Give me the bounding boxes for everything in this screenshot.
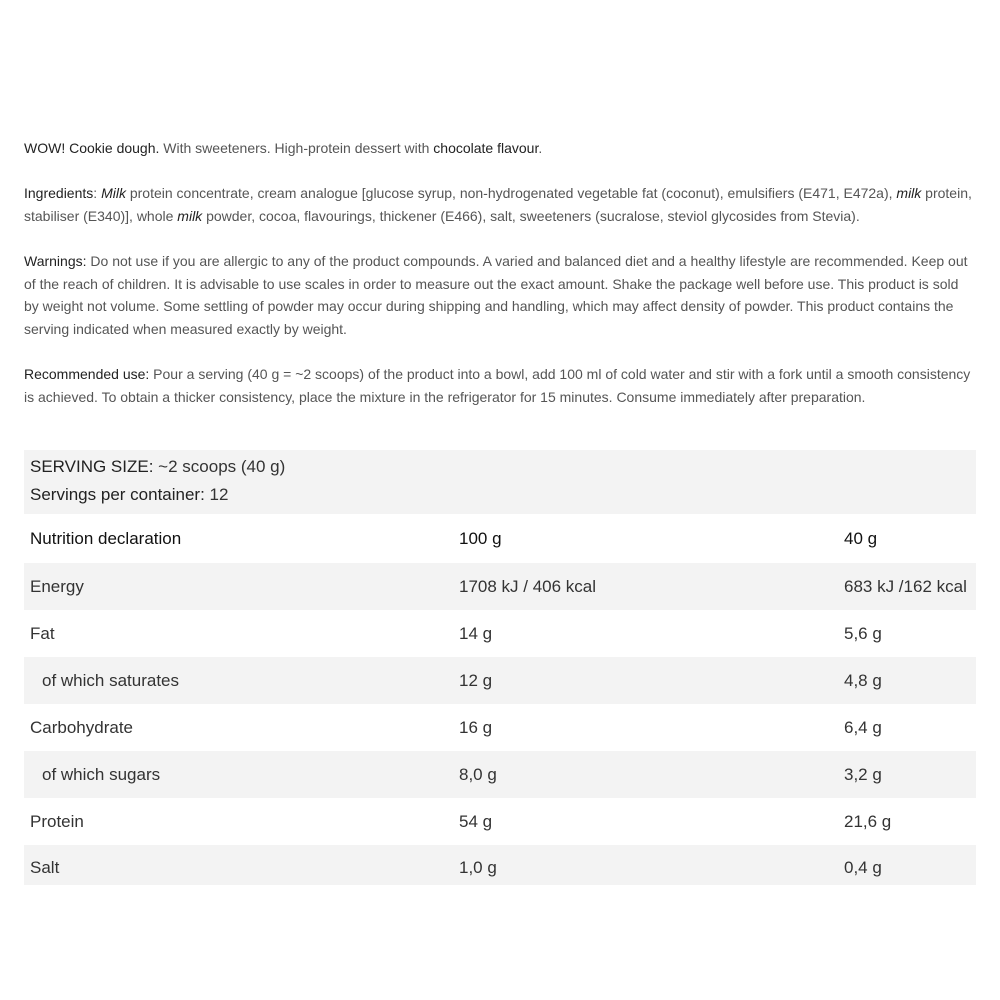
- ingredients-text-3: powder, cocoa, flavourings, thickener (E466), salt, sweeteners (sucralose, steviol glycosides from Stevia).: [202, 207, 860, 224]
- recommended-use-label: Recommended use:: [24, 366, 150, 382]
- value-per-serving: 0,4 g: [844, 858, 882, 877]
- table-row: [24, 563, 976, 610]
- ingredients-label: Ingredients: [24, 185, 94, 201]
- allergen-milk-1: Milk: [101, 185, 126, 201]
- serving-size-label: SERVING SIZE:: [30, 457, 154, 476]
- servings-per-container-label: Servings per container:: [30, 485, 205, 504]
- servings-per-container-value: 12: [204, 485, 229, 504]
- serving-size-value: ~2 scoops (40 g): [153, 457, 286, 476]
- warnings-paragraph: [24, 250, 976, 340]
- servings-per-container-line: [30, 481, 970, 509]
- table-row: [24, 798, 976, 845]
- value-per-100g: 14 g: [459, 624, 493, 643]
- warnings-label: Warnings:: [24, 253, 87, 269]
- table-row: [24, 657, 976, 704]
- value-per-serving: 683 kJ /162 kcal: [844, 577, 967, 596]
- value-per-serving: 6,4 g: [844, 718, 882, 737]
- product-description: [24, 137, 976, 160]
- value-per-serving: 21,6 g: [844, 812, 892, 831]
- value-per-100g: 54 g: [459, 812, 493, 831]
- product-desc-text: With sweeteners. High-protein dessert with: [159, 140, 434, 156]
- serving-size-line: [30, 453, 970, 481]
- nutrient-name: Protein: [30, 812, 84, 831]
- product-flavour: chocolate flavour: [433, 140, 539, 156]
- nutrient-name: of which saturates: [42, 671, 180, 690]
- nutrient-name: Fat: [30, 624, 55, 643]
- warnings-text: Do not use if you are allergic to any of the product compounds. A varied and balanced diet and a healthy lifestyle are recommended. Keep out of the reach of children. It is advisable to use scales in order to measure out the exact amount. Shake the package well before use. This product is sold by weight not volume. Some settling of powder may occur during shipping and handling, which may affect density of powder. This product contains the serving indicated when measured exactly by weight.: [24, 253, 968, 337]
- product-name: WOW! Cookie dough.: [24, 140, 160, 156]
- value-per-serving: 5,6 g: [844, 624, 882, 643]
- header-nutrient: Nutrition declaration: [30, 529, 182, 548]
- table-row: [24, 751, 976, 798]
- ingredients-text-1: protein concentrate, cream analogue [glucose syrup, non-hydrogenated vegetable fat (coconut), emulsifiers (E471, E472a),: [125, 185, 897, 201]
- nutrient-name: Energy: [30, 577, 84, 596]
- header-per-100g: 100 g: [459, 529, 502, 548]
- recommended-use-text: Pour a serving (40 g = ~2 scoops) of the product into a bowl, add 100 ml of cold water and stir with a fork until a smooth consistency is achieved. To obtain a thicker consistency, place the mixture in the refrigerator for 15 minutes. Consume immediately after preparation.: [24, 366, 971, 405]
- serving-info: [24, 450, 976, 514]
- value-per-100g: 1708 kJ / 406 kcal: [459, 577, 597, 596]
- table-row: [24, 610, 976, 657]
- ingredients-colon: :: [93, 185, 102, 201]
- nutrition-header-row: [24, 514, 976, 563]
- value-per-100g: 8,0 g: [459, 765, 497, 784]
- table-row: [24, 704, 976, 751]
- value-per-100g: 12 g: [459, 671, 493, 690]
- nutrient-name: of which sugars: [42, 765, 161, 784]
- table-row: [24, 845, 976, 885]
- allergen-milk-3: milk: [177, 207, 203, 224]
- allergen-milk-2: milk: [896, 185, 922, 201]
- value-per-serving: 4,8 g: [844, 671, 882, 690]
- value-per-100g: 16 g: [459, 718, 493, 737]
- recommended-use-paragraph: [24, 363, 976, 408]
- nutrient-name: Carbohydrate: [30, 718, 134, 737]
- ingredients-text-2: protein, stabiliser (E340)], whole: [24, 185, 972, 224]
- nutrient-name: Salt: [30, 858, 60, 877]
- ingredients-paragraph: [24, 182, 976, 227]
- header-per-serving: 40 g: [844, 529, 878, 548]
- product-desc-end: .: [538, 140, 543, 156]
- value-per-serving: 3,2 g: [844, 765, 882, 784]
- nutrition-table: [24, 450, 976, 885]
- value-per-100g: 1,0 g: [459, 858, 497, 877]
